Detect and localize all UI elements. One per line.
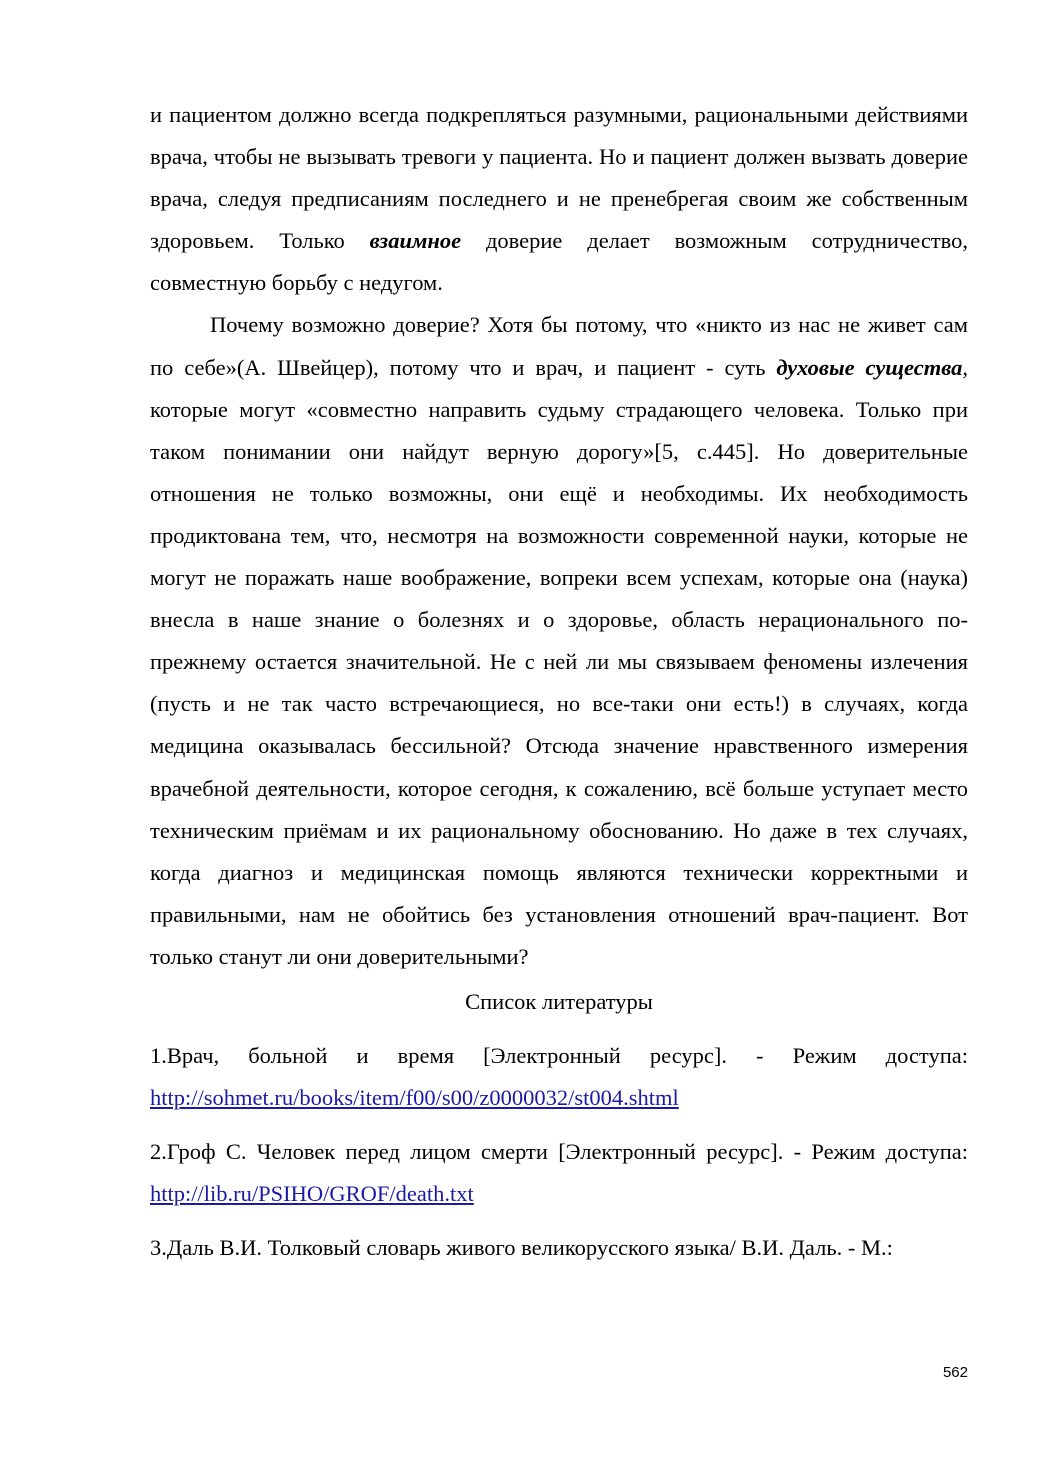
- paragraph-1-emphasis: взаимное: [369, 228, 462, 254]
- paragraph-2-text-a: Почему возможно доверие? Хотя бы потому, что «никто из нас не живет сам по себе»(А. Швейцер), потому что и врач, и пациент - суть: [150, 312, 968, 380]
- paragraph-1-text-b: доверие делает возможным сотрудничество, совместную борьбу с недугом.: [150, 228, 968, 296]
- page-number: 562: [942, 1364, 968, 1381]
- paragraph-2: [150, 304, 968, 978]
- paragraph-2-text-b: , которые могут «совместно направить судьму страдающего человека. Только при таком понимании они найдут верную дорогу»[5, с.445]. Но доверительные отношения не только возможны, они ещё и необходимы. Их необходимость продиктована тем, что, несмотря на возможности современной науки, которые не могут не поражать наше воображение, вопреки всем успехам, которые она (наука) внесла в наше знание о болезнях и о здоровье, область нерационального по-прежнему остается значительной. Не с ней ли мы связываем феномены излечения (пусть и не так часто встречающиеся, но все-таки они есть!) в случаях, когда медицина оказывалась бессильной? Отсюда значение нравственного измерения врачебной деятельности, которое сегодня, к сожалению, всё больше уступает место техническим приёмам и их рациональному обоснованию. Но даже в тех случаях, когда диагноз и медицинская помощь являются технически корректными и правильными, нам не обойтись без установления отношений врач-пациент. Вот только станут ли они доверительными?: [150, 354, 968, 969]
- document-page: [150, 94, 968, 1270]
- reference-3-text: 3.Даль В.И. Толковый словарь живого великорусского языка/ В.И. Даль. - М.:: [150, 1235, 893, 1261]
- paragraph-2-emphasis: духовые существа: [776, 354, 963, 380]
- reference-item-3: [150, 1227, 968, 1269]
- references-heading: Список литературы: [465, 988, 653, 1014]
- paragraph-1: [150, 94, 968, 304]
- paragraph-1-text-a: и пациентом должно всегда подкрепляться разумными, рациональными действиями врача, чтобы не вызывать тревоги у пациента. Но и пациент должен вызвать доверие врача, следуя предписаниям последнего и не пренебрегая своим же собственным здоровьем. Только: [150, 102, 968, 254]
- reference-1-link[interactable]: http://sohmet.ru/books/item/f00/s00/z0000032/st004.shtml: [150, 1085, 679, 1111]
- reference-2-text: 2.Гроф С. Человек перед лицом смерти [Электронный ресурс]. - Режим доступа:: [150, 1139, 968, 1165]
- reference-item-1: [150, 1035, 968, 1119]
- reference-1-text: 1.Врач, больной и время [Электронный ресурс]. - Режим доступа:: [150, 1043, 968, 1069]
- reference-item-2: [150, 1131, 968, 1215]
- reference-2-link[interactable]: http://lib.ru/PSIHO/GROF/death.txt: [150, 1181, 474, 1207]
